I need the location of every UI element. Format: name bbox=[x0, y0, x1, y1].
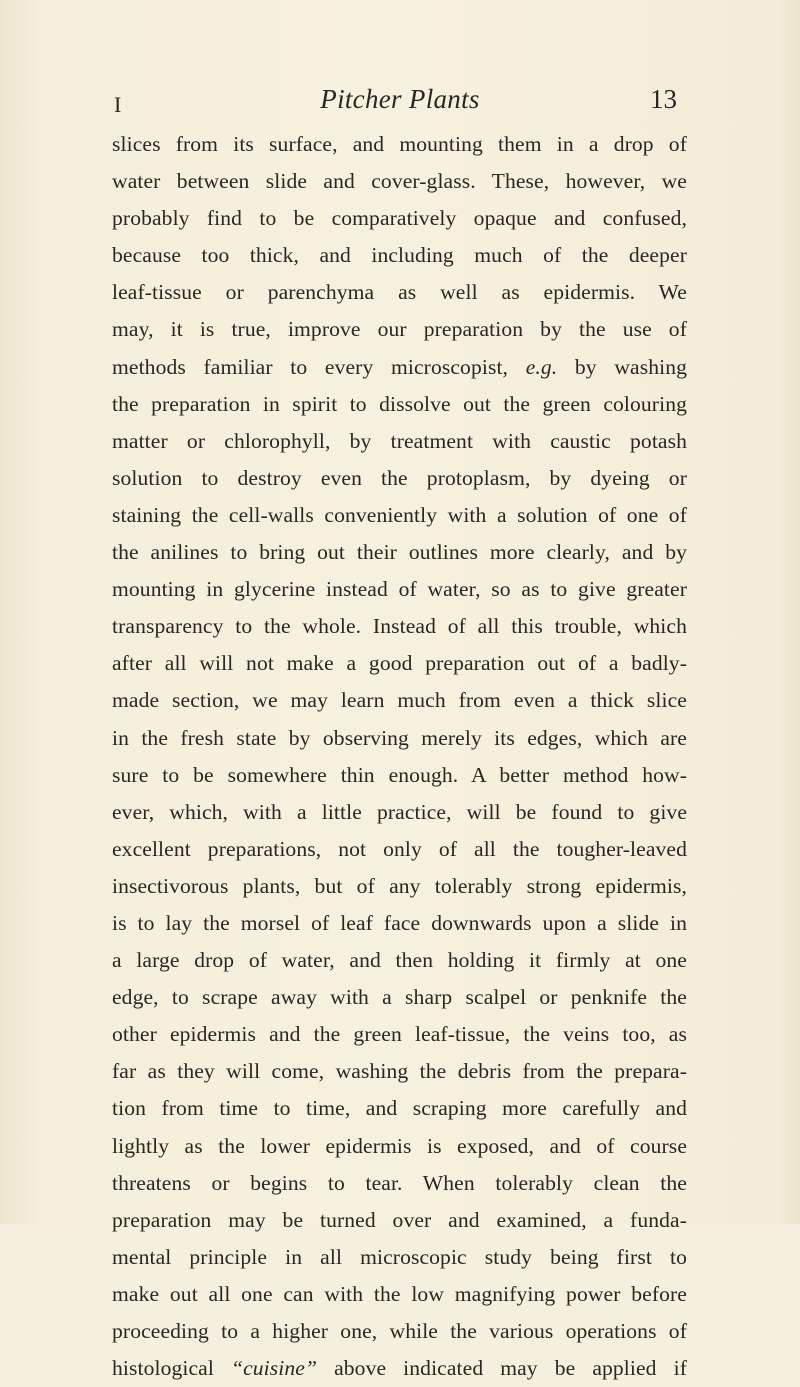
text-line-with-italic bbox=[112, 349, 687, 386]
text-line: slices from its surface, and mounting them in a drop of bbox=[112, 132, 687, 156]
text-line: after all will not make a good preparation out of a badly- bbox=[112, 651, 687, 676]
text-line: matter or chlorophyll, by treatment with caustic potash bbox=[112, 428, 687, 453]
page-number: 13 bbox=[650, 84, 677, 114]
text-line: transparency to the whole. Instead of all this trouble, which bbox=[112, 614, 687, 639]
text-line: in the fresh state by observing merely its edges, which are bbox=[112, 725, 687, 750]
text-line: excellent preparations, not only of all the tougher-leaved bbox=[112, 836, 687, 861]
text-line: staining the cell-walls conveniently with a solution of one of bbox=[112, 502, 687, 527]
text-line-last bbox=[112, 1350, 687, 1387]
text-line: a large drop of water, and then holding it firmly at one bbox=[112, 948, 687, 973]
running-head: Pitcher Plants bbox=[320, 84, 480, 114]
text-line: mental principle in all microscopic study being first to bbox=[112, 1244, 687, 1269]
text-line: tion from time to time, and scraping more carefully and bbox=[112, 1096, 687, 1121]
text-line: proceeding to a higher one, while the various operations of bbox=[112, 1319, 687, 1343]
text-line: mounting in glycerine instead of water, so as to give greater bbox=[112, 577, 687, 602]
text-line: probably find to be comparatively opaque and confused, bbox=[112, 206, 687, 231]
text-line: made section, we may learn much from even a thick slice bbox=[112, 688, 687, 713]
text-line: the anilines to bring out their outlines more clearly, and by bbox=[112, 540, 687, 565]
text-line: other epidermis and the green leaf-tissue, the veins too, as bbox=[112, 1022, 687, 1047]
text-line: threatens or begins to tear. When tolerably clean the bbox=[112, 1170, 687, 1195]
text-line: edge, to scrape away with a sharp scalpel or penknife the bbox=[112, 985, 687, 1010]
text-line: may, it is true, improve our preparation by the use of bbox=[112, 317, 687, 342]
last-line-before: histological bbox=[112, 1356, 231, 1381]
text-line: sure to be somewhere thin enough. A better method how- bbox=[112, 762, 687, 787]
italic-cuisine: “cuisine” bbox=[230, 1356, 318, 1381]
text-line: the preparation in spirit to dissolve out the green colouring bbox=[112, 391, 687, 416]
text-line: make out all one can with the low magnifying power before bbox=[112, 1281, 687, 1306]
italic-eg: e.g. bbox=[525, 354, 558, 379]
text-line: leaf-tissue or parenchyma as well as epidermis. We bbox=[112, 280, 687, 305]
text-line: lightly as the lower epidermis is exposed, and of course bbox=[112, 1133, 687, 1158]
text-line: because too thick, and including much of the deeper bbox=[112, 243, 687, 268]
text-line: ever, which, with a little practice, will be found to give bbox=[112, 799, 687, 824]
text-line: is to lay the morsel of leaf face downwards upon a slide in bbox=[112, 910, 687, 935]
text-line: insectivorous plants, but of any tolerably strong epidermis, bbox=[112, 873, 687, 898]
line-segment: by washing bbox=[557, 354, 687, 379]
body-paragraph bbox=[112, 126, 687, 1387]
text-line: solution to destroy even the protoplasm, by dyeing or bbox=[112, 465, 687, 490]
line-segment: methods familiar to every microscopist, bbox=[112, 354, 526, 379]
last-line-after: above indicated may be applied if bbox=[317, 1356, 687, 1381]
text-line: water between slide and cover-glass. These, however, we bbox=[112, 169, 687, 194]
text-line: preparation may be turned over and examined, a funda- bbox=[112, 1207, 687, 1232]
page-header bbox=[0, 84, 800, 124]
signature-mark: I bbox=[114, 92, 122, 117]
text-line: far as they will come, washing the debris from the prepara- bbox=[112, 1059, 687, 1084]
